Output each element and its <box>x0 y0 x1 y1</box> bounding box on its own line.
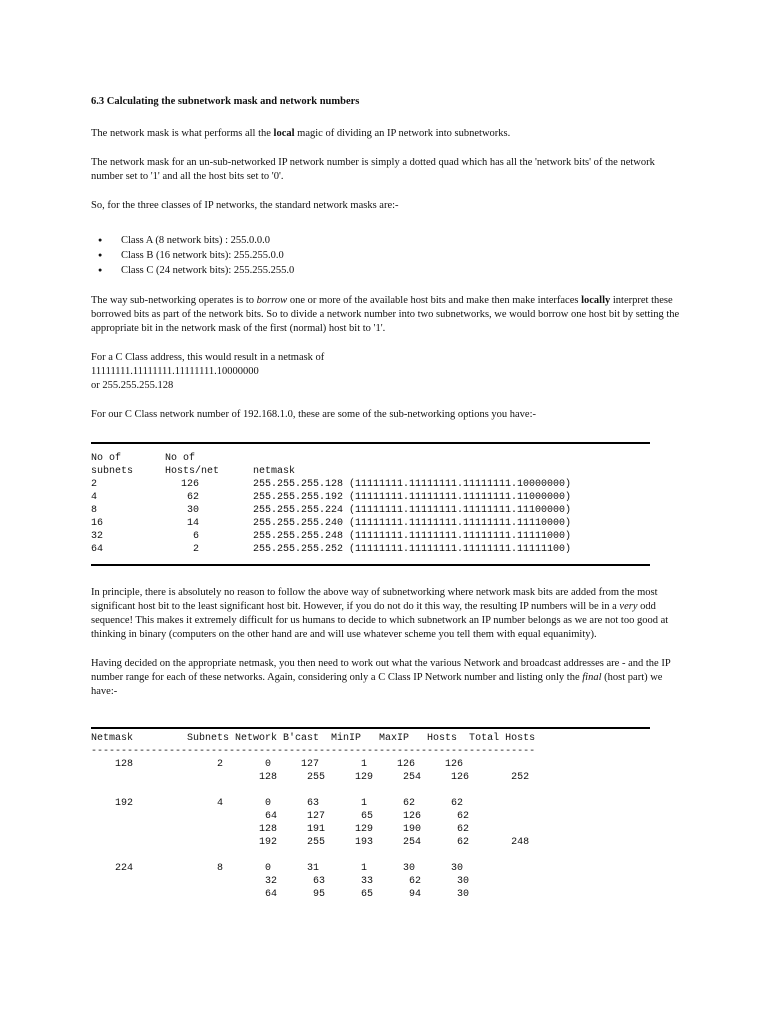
class-mask-list <box>91 233 681 278</box>
table-row: 4 62 255.255.255.192 (11111111.11111111.11111111.11000000) <box>91 492 572 503</box>
paragraph-c-class-netmask: For a C Class address, this would result in a netmask of 11111111.11111111.11111111.10000000 or 255.255.255.128 <box>91 352 325 391</box>
table-group <box>91 758 681 784</box>
table-row: 64 2 255.255.255.252 (11111111.11111111.11111111.11111100) <box>91 544 572 555</box>
table-group <box>91 797 681 849</box>
document-page <box>91 95 681 914</box>
table-row: 64 127 65 126 62 <box>91 811 470 822</box>
table-row: 128 191 129 190 62 <box>91 824 470 835</box>
section-title: 6.3 Calculating the subnetwork mask and network numbers <box>91 96 360 107</box>
table-divider: -------------------------------------------------------------------------- <box>91 746 536 757</box>
table-row: 32 6 255.255.255.248 (11111111.11111111.11111111.11111000) <box>91 531 572 542</box>
emphasis-local: local <box>273 128 295 139</box>
table2-top-rule <box>91 727 650 729</box>
emphasis-final: final <box>582 672 602 683</box>
emphasis-locally: locally <box>581 295 611 306</box>
table1-top-rule <box>91 442 650 444</box>
table-row: 16 14 255.255.255.240 (11111111.11111111.11111111.11110000) <box>91 518 572 529</box>
subnet-options-table <box>91 452 681 556</box>
table-group <box>91 862 681 901</box>
table1-bottom-rule <box>91 564 650 566</box>
table-row: 8 30 255.255.255.224 (11111111.11111111.11111111.11100000) <box>91 505 572 516</box>
table-row: 128 2 0 127 1 126 126 <box>91 759 464 770</box>
network-range-table <box>91 732 681 901</box>
paragraph-unsubnetted-mask: The network mask for an un-sub-networked IP network number is simply a dotted quad which has all the 'network bits' of the network number set to '1' and all the host bits set to '0'. <box>91 157 655 182</box>
paragraph-standard-masks: So, for the three classes of IP networks, the standard network masks are:- <box>91 200 399 211</box>
emphasis-borrow: borrow <box>256 295 288 306</box>
list-item: ● Class C (24 network bits): 255.255.255.0 <box>121 263 681 278</box>
table-row: 224 8 0 31 1 30 30 <box>91 863 464 874</box>
table-header-row: Netmask Subnets Network B'cast MinIP MaxIP Hosts Total Hosts <box>91 733 536 744</box>
paragraph-options: For our C Class network number of 192.168.1.0, these are some of the sub-networking options you have:- <box>91 409 537 420</box>
emphasis-very: very <box>619 601 638 612</box>
table-row: 64 95 65 94 30 <box>91 889 470 900</box>
table-row: 192 4 0 63 1 62 62 <box>91 798 464 809</box>
list-item: ● Class A (8 network bits) : 255.0.0.0 <box>121 233 681 248</box>
table-row: 128 255 129 254 126 252 <box>91 772 530 783</box>
paragraph-borrow-bits: The way sub-networking operates is to borrow one or more of the available host bits and make then make interfaces locally interpret these borrowed bits as part of the network bits. So to divide a network number into two subnetworks, we would borrow one host bit by setting the appropriate bit in the network mask of the first (normal) host bit to '1'. <box>91 295 680 334</box>
list-item: ● Class B (16 network bits): 255.255.0.0 <box>121 248 681 263</box>
table-row: 32 63 33 62 30 <box>91 876 470 887</box>
paragraph-appropriate-netmask: Having decided on the appropriate netmask, you then need to work out what the various Network and broadcast addresses are - and the IP number range for each of these networks. Again, considering only a C Class IP Network number and listing only the final (host part) we have:- <box>91 658 671 697</box>
table-header-row: subnets Hosts/net netmask <box>91 466 296 477</box>
paragraph-in-principle: In principle, there is absolutely no reason to follow the above way of subnetworking where network mask bits are added from the most significant host bit to the least significant host bit. However, if you do not do it this way, the resulting IP numbers will be in a very odd sequence! This makes it extremely difficult for us humans to decide to which subnetwork an IP number belongs as we are not too good at thinking in binary (computers on the other hand are and will use whatever scheme you tell them with equal equanimity). <box>91 587 669 640</box>
table-header-row: No of No of <box>91 453 196 464</box>
paragraph-netmask-intro: The network mask is what performs all the local magic of dividing an IP network into subnetworks. <box>91 128 511 139</box>
table-row: 2 126 255.255.255.128 (11111111.11111111.11111111.10000000) <box>91 479 572 490</box>
table-row: 192 255 193 254 62 248 <box>91 837 530 848</box>
